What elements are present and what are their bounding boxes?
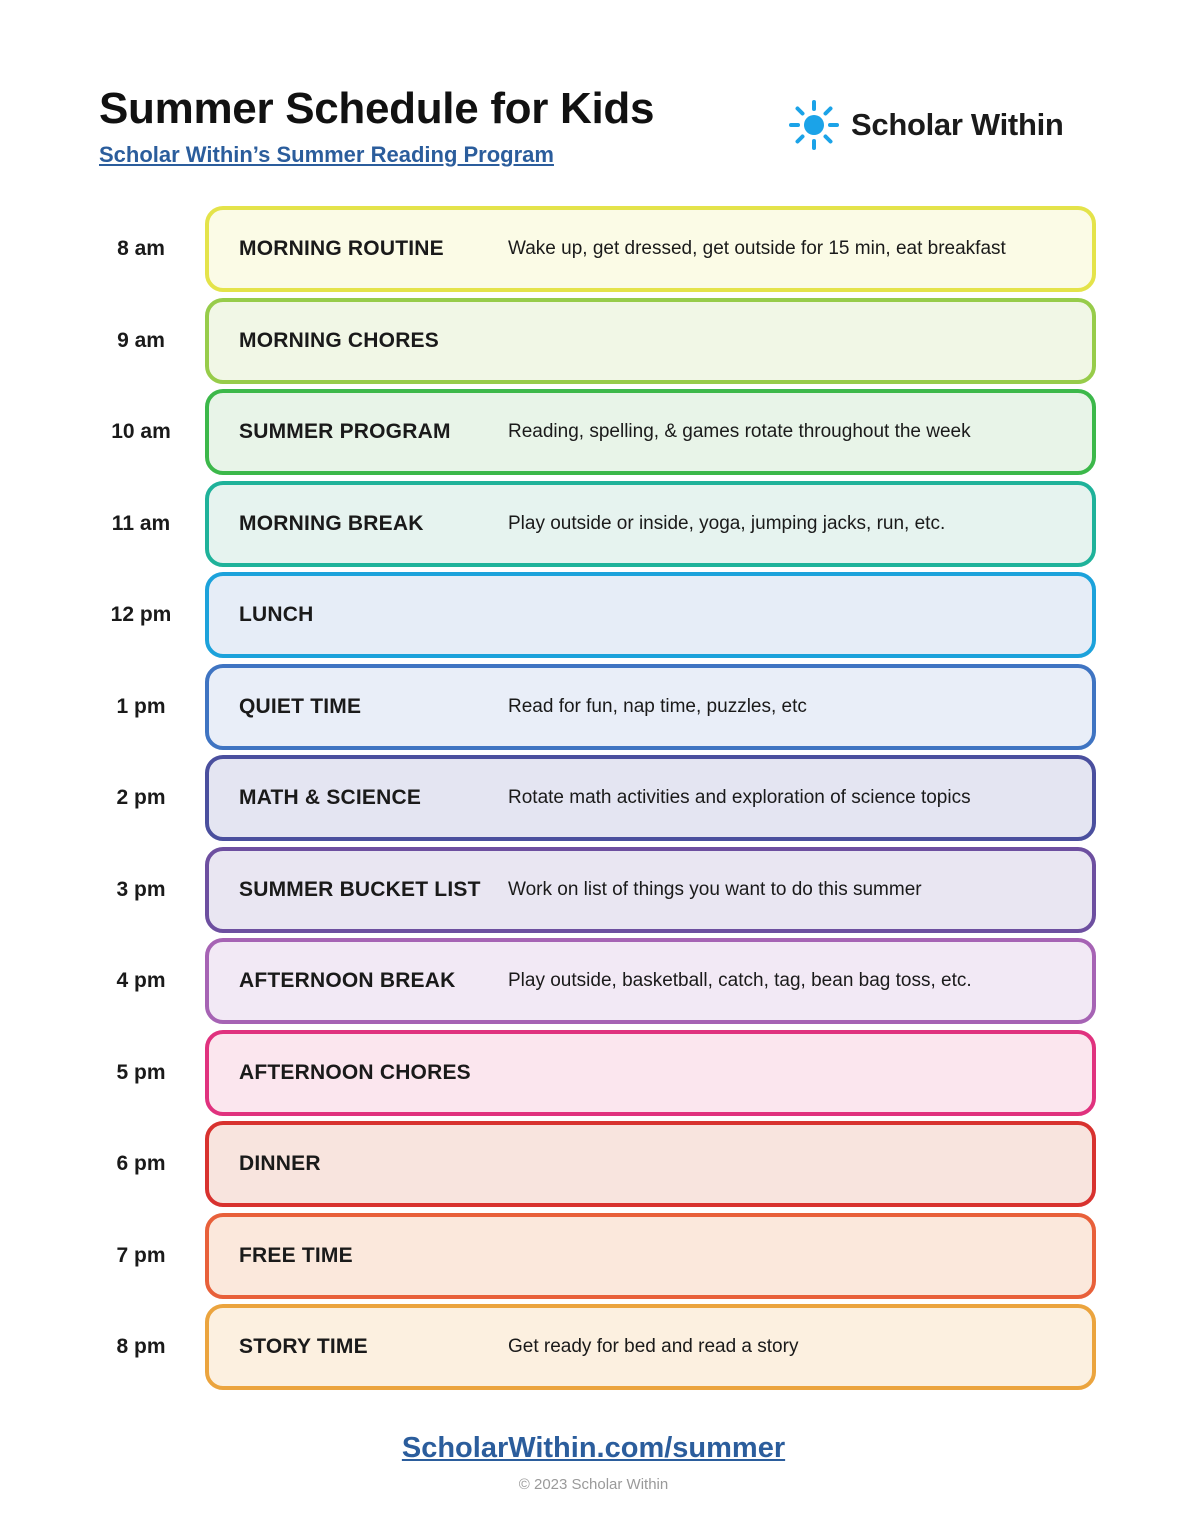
footer-link[interactable]: ScholarWithin.com/summer (401, 1432, 786, 1464)
activity-card (205, 1304, 1096, 1390)
activity-card (205, 755, 1096, 841)
time-label: 8 am (117, 237, 165, 260)
activity-name: MORNING CHORES (239, 328, 439, 352)
activity-description: Play outside or inside, yoga, jumping jacks, run, etc. (508, 512, 946, 534)
activity-description: Reading, spelling, & games rotate throughout the week (508, 421, 971, 442)
logo (789, 100, 1064, 150)
schedule-row (0, 389, 1187, 475)
copyright: © 2023 Scholar Within (518, 1476, 669, 1493)
time-label: 4 pm (116, 969, 166, 992)
activity-name: MORNING ROUTINE (239, 237, 444, 260)
schedule-row (0, 1030, 1187, 1116)
activity-name: MORNING BREAK (239, 511, 424, 535)
schedule-row (0, 572, 1187, 658)
time-label: 10 am (111, 420, 171, 443)
activity-card (205, 572, 1096, 658)
activity-description: Rotate math activities and exploration of science topics (508, 787, 971, 808)
activity-card (205, 664, 1096, 750)
activity-card (205, 481, 1096, 567)
activity-card (205, 298, 1096, 384)
schedule-row (0, 481, 1187, 567)
logo-text: Scholar Within (851, 107, 1064, 142)
activity-description: Get ready for bed and read a story (508, 1336, 799, 1357)
activity-description: Wake up, get dressed, get outside for 15 min, eat breakfast (508, 238, 1006, 259)
time-label: 5 pm (116, 1060, 166, 1084)
activity-name: DINNER (239, 1152, 321, 1175)
activity-card (205, 847, 1096, 933)
schedule-row (0, 298, 1187, 384)
activity-name: SUMMER BUCKET LIST (239, 877, 481, 901)
time-label: 8 pm (116, 1335, 166, 1358)
time-label: 3 pm (116, 877, 166, 901)
activity-name: SUMMER PROGRAM (239, 420, 451, 443)
activity-card (205, 206, 1096, 292)
schedule-row (0, 1213, 1187, 1299)
activity-name: STORY TIME (239, 1335, 368, 1358)
time-label: 9 am (117, 328, 165, 352)
time-label: 12 pm (110, 603, 172, 626)
activity-card (205, 389, 1096, 475)
time-label: 6 pm (116, 1152, 166, 1175)
schedule-row (0, 755, 1187, 841)
time-label: 11 am (111, 511, 171, 535)
schedule-row (0, 847, 1187, 933)
activity-description: Play outside, basketball, catch, tag, bean bag toss, etc. (508, 970, 972, 991)
time-label: 7 pm (116, 1243, 166, 1267)
activity-description: Read for fun, nap time, puzzles, etc (508, 695, 807, 717)
time-label: 2 pm (116, 786, 166, 809)
subtitle-link[interactable]: Scholar Within’s Summer Reading Program (99, 142, 554, 167)
schedule-row (0, 1121, 1187, 1207)
activity-card (205, 938, 1096, 1024)
activity-name: MATH & SCIENCE (239, 786, 422, 809)
page-title: Summer Schedule for Kids (99, 84, 655, 133)
activity-name: QUIET TIME (239, 694, 362, 718)
schedule-row (0, 938, 1187, 1024)
time-label: 1 pm (116, 694, 166, 718)
activity-card (205, 1121, 1096, 1207)
activity-description: Work on list of things you want to do this summer (508, 878, 922, 900)
activity-card (205, 1213, 1096, 1299)
sun-icon (789, 100, 839, 150)
schedule-row (0, 206, 1187, 292)
activity-name: AFTERNOON BREAK (239, 969, 456, 992)
activity-name: AFTERNOON CHORES (239, 1060, 471, 1084)
activity-card (205, 1030, 1096, 1116)
activity-name: FREE TIME (239, 1243, 353, 1267)
schedule-row (0, 664, 1187, 750)
activity-name: LUNCH (239, 603, 314, 626)
schedule-row (0, 1304, 1187, 1390)
